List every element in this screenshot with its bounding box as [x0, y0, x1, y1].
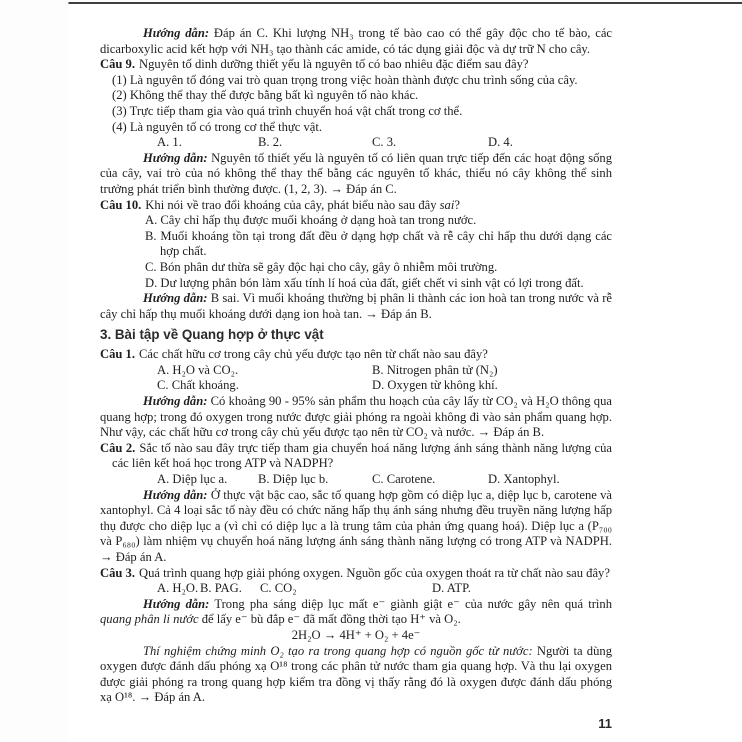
chemical-equation: 2H₂O → 4H⁺ + O₂ + 4e⁻: [291, 627, 421, 642]
question-10-emphasis: sai: [439, 197, 455, 212]
guide-paragraph-q8: [100, 26, 612, 57]
section-heading: 3. Bài tập về Quang hợp ở thực vật: [100, 327, 324, 343]
guide-label: Hướng dẫn:: [143, 596, 210, 611]
question-10-option-b: B. Muối khoáng tồn tại trong đất đều ở dạng hợp chất và rễ cây chỉ hấp thu dưới dạng các hợp chất.: [145, 228, 612, 259]
question-9-item: (3) Trực tiếp tham gia vào quá trình chuyển hoá vật chất trong cơ thể.: [112, 103, 463, 118]
question-10-text: Khi nói về trao đổi khoáng của cây, phát biểu nào sau đây: [145, 197, 440, 212]
guide-text: Nguyên tố thiết yếu là nguyên tố có liên quan trực tiếp đến các hoạt động sống của cây, vai trò của nó không thể thay thế bằng các nguyên tố khác, thiếu nó cây không thể sinh trưởng phát triển bình thường được. (1, 2, 3). → Đáp án C.: [100, 150, 612, 196]
option-c: C. 3.: [372, 135, 397, 150]
guide-paragraph-q10: [100, 291, 612, 322]
question-1-text: Các chất hữu cơ trong cây chủ yếu được tạo nên từ chất nào sau đây?: [139, 347, 488, 362]
question-3-text: Quá trình quang hợp giải phóng oxygen. Nguồn gốc của oxygen thoát ra từ chất nào sau đây?: [139, 565, 610, 580]
guide-paragraph-q3: [100, 597, 612, 628]
experiment-note-paragraph: [100, 644, 612, 706]
guide-label: Hướng dẫn:: [143, 150, 208, 165]
guide-text: Đáp án C. Khi lượng NH₃ trong tế bào cao có thể gây độc cho tế bào, các dicarboxylic acid kết hợp với NH₃ tạo thành các amide, có tác dụng giải độc và dự trữ N cho cây.: [100, 26, 612, 56]
page: [68, 4, 742, 742]
option-d: D. 4.: [488, 135, 513, 150]
question-2-text: Sắc tố nào sau đây trực tiếp tham gia chuyển hoá năng lượng ánh sáng thành năng lượng của các liên kết hoá học trong ATP và NADPH?: [112, 440, 612, 471]
question-10-label: Câu 10.: [100, 197, 142, 212]
option-d: D. ATP.: [432, 581, 471, 596]
page-number: 11: [598, 716, 612, 731]
guide-text: B sai. Vì muối khoáng thường bị phân li thành các ion hoà tan trong nước và rễ cây chỉ hấp thụ muối khoáng dưới dạng ion hoà tan. → Đáp án B.: [100, 291, 612, 321]
guide-paragraph-q1: [100, 394, 612, 441]
question-10-option-c: C. Bón phân dư thừa sẽ gây độc hại cho cây, gây ô nhiễm môi trường.: [145, 259, 498, 274]
question-10: [100, 198, 612, 214]
question-1-options-row1: [100, 363, 612, 379]
option-d: D. Oxygen từ không khí.: [372, 378, 498, 393]
option-c: C. CO₂: [260, 581, 297, 596]
option-b: B. Diệp lục b.: [258, 472, 329, 487]
experiment-note-lead: Thí nghiệm chứng minh O₂ tạo ra trong quang hợp có nguồn gốc từ nước:: [143, 643, 533, 658]
document-text: [100, 26, 612, 706]
question-9-item: (2) Không thể thay thế được bằng bất kì nguyên tố nào khác.: [112, 88, 419, 103]
question-3-label: Câu 3.: [100, 565, 135, 580]
guide-text: Ở thực vật bậc cao, sắc tố quang hợp gồm có diệp lục a, diệp lục b, carotene và xantophyl. Cả 4 loại sắc tố này đều có chức năng hấp thụ ánh sáng nhưng đều truyền năng lượng hấp thụ được cho diệp lục a (vì chỉ có diệp lục a là trung tâm của phản ứng quang hoá). Diệp lục a (P₇₀₀ và P₆₈₀) làm nhiệm vụ chuyển hoá năng lượng ánh sáng thành năng lượng có trong ATP và NADPH. → Đáp án A.: [100, 487, 613, 564]
guide-label: Hướng dẫn:: [143, 487, 208, 502]
guide-label: Hướng dẫn:: [143, 394, 208, 409]
guide-label: Hướng dẫn:: [143, 291, 208, 306]
question-1: [100, 347, 612, 363]
option-a: A. H₂O và CO₂.: [157, 362, 239, 377]
experiment-note-text: Người ta dùng oxygen được đánh dấu phóng xạ O¹⁸ trong các phân tử nước tham gia quang hợp. Và thu lại oxygen được giải phóng ra trong quang hợp kiểm tra đồng vị thấy rằng đó là oxygen được đánh dấu phóng xạ O¹⁸. → Đáp án A.: [100, 643, 612, 705]
question-3: [100, 566, 612, 582]
guide-paragraph-q9: [100, 151, 612, 198]
guide-paragraph-q2: [100, 488, 612, 566]
option-b: B. 2.: [258, 135, 283, 150]
question-10-tail: ?: [454, 197, 460, 212]
guide-text-emphasis: quang phân li nước: [100, 612, 199, 627]
question-9-item: (1) Là nguyên tố đóng vai trò quan trọng trong việc hoàn thành được chu trình sống của cây.: [112, 72, 578, 87]
question-9: [100, 57, 612, 73]
question-9-text: Nguyên tố dinh dưỡng thiết yếu là nguyên tố có bao nhiêu đặc điểm sau đây?: [139, 57, 529, 72]
guide-text: Trong pha sáng diệp lục mất e⁻ giành giật e⁻ của nước gây nên quá trình: [214, 596, 613, 611]
option-a: A. 1.: [157, 135, 182, 150]
question-2-options: [100, 472, 612, 488]
option-b: B. PAG.: [200, 581, 242, 596]
question-10-option-d: D. Dư lượng phân bón làm xấu tính lí hoá của đất, giết chết vi sinh vật có lợi trong đất.: [145, 275, 584, 290]
guide-text: Có khoảng 90 - 95% sản phẩm thu hoạch của cây lấy từ CO₂ và H₂O thông qua quang hợp; trong đó oxygen trong nước được giải phóng ra ngoài không đi vào sản phẩm quang hợp. Như vậy, các chất hữu cơ trong cây chủ yếu được tạo nên từ CO₂ và nước. → Đáp án B.: [100, 394, 612, 440]
option-a: A. H₂O.: [157, 581, 199, 596]
question-2-label: Câu 2.: [100, 440, 136, 455]
question-9-options: [100, 135, 612, 151]
question-1-label: Câu 1.: [100, 347, 135, 362]
question-2: [100, 441, 612, 472]
option-b: B. Nitrogen phân tử (N₂): [372, 362, 498, 377]
guide-label: Hướng dẫn:: [143, 26, 210, 40]
option-c: C. Chất khoáng.: [157, 378, 239, 393]
option-d: D. Xantophyl.: [488, 472, 560, 487]
option-c: C. Carotene.: [372, 472, 436, 487]
question-10-option-a: A. Cây chỉ hấp thụ được muối khoáng ở dạng hoà tan trong nước.: [145, 213, 477, 228]
question-1-options-row2: [100, 378, 612, 394]
question-9-item: (4) Là nguyên tố có trong cơ thể thực vật.: [112, 119, 323, 134]
option-a: A. Diệp lục a.: [157, 472, 228, 487]
guide-text: để lấy e⁻ bù đắp e⁻ đã mất đồng thời tạo H⁺ và O₂.: [198, 612, 461, 627]
question-9-label: Câu 9.: [100, 57, 135, 72]
question-3-options: [100, 581, 612, 597]
